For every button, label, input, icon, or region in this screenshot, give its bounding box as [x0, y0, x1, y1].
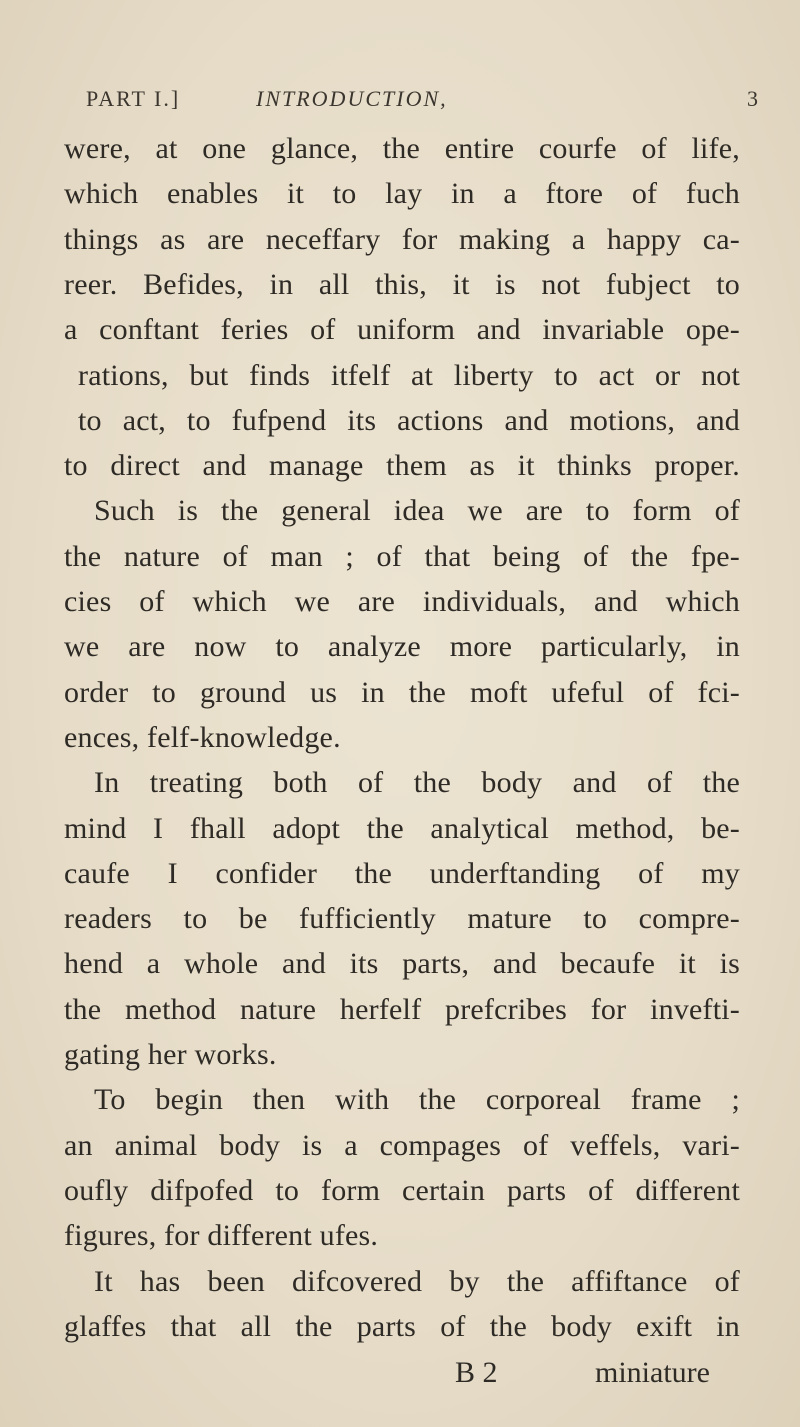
- text-line: It has been difcovered by the affiftance of: [94, 1264, 740, 1298]
- text-line: the method nature herfelf prefcribes for invefti-: [64, 992, 740, 1026]
- text-line: ences, felf-knowledge.: [64, 720, 341, 754]
- text-line: we are now to analyze more particularly, in: [64, 630, 740, 664]
- text-line: were, at one glance, the entire courfe of life,: [64, 132, 740, 165]
- text-line: an animal body is a compages of veffels, vari-: [64, 1128, 740, 1162]
- text-line: to act, to fufpend its actions and motions, and: [78, 403, 740, 437]
- catchword: miniature: [595, 1356, 710, 1389]
- page-number: 3: [747, 86, 760, 111]
- text-line: readers to be fufficiently mature to compre-: [64, 902, 740, 936]
- running-head: [0, 86, 800, 122]
- text-line: mind I fhall adopt the analytical method, be-: [64, 811, 740, 845]
- text-line: things as are neceffary for making a happy ca-: [64, 222, 740, 256]
- text-line: which enables it to lay in a ftore of fuch: [64, 177, 740, 211]
- text-line: To begin then with the corporeal frame ;: [94, 1083, 740, 1117]
- text-line: In treating both of the body and of the: [94, 766, 740, 800]
- text-line: a conftant feries of uniform and invariable ope-: [64, 313, 740, 347]
- text-line: the nature of man ; of that being of the fpe-: [64, 539, 740, 573]
- text-line: cies of which we are individuals, and which: [64, 585, 740, 618]
- part-label: PART I.]: [86, 86, 181, 111]
- text-line: caufe I confider the underftanding of my: [64, 856, 740, 890]
- text-line: figures, for different ufes.: [64, 1219, 379, 1253]
- text-line: to direct and manage them as it thinks proper.: [64, 449, 740, 483]
- text-line: oufly difpofed to form certain parts of different: [64, 1173, 740, 1207]
- text-line: order to ground us in the moft ufeful of fci-: [64, 675, 740, 709]
- text-line: reer. Befides, in all this, it is not fubject to: [64, 267, 740, 301]
- text-line: gating her works.: [64, 1038, 277, 1071]
- section-title: INTRODUCTION,: [256, 86, 448, 111]
- text-line: hend a whole and its parts, and becaufe it is: [64, 947, 740, 981]
- signature-mark: B 2: [455, 1356, 498, 1389]
- text-line: rations, but finds itfelf at liberty to act or not: [78, 358, 740, 392]
- text-line: glaffes that all the parts of the body exift in: [64, 1309, 740, 1343]
- text-line: Such is the general idea we are to form of: [94, 494, 740, 528]
